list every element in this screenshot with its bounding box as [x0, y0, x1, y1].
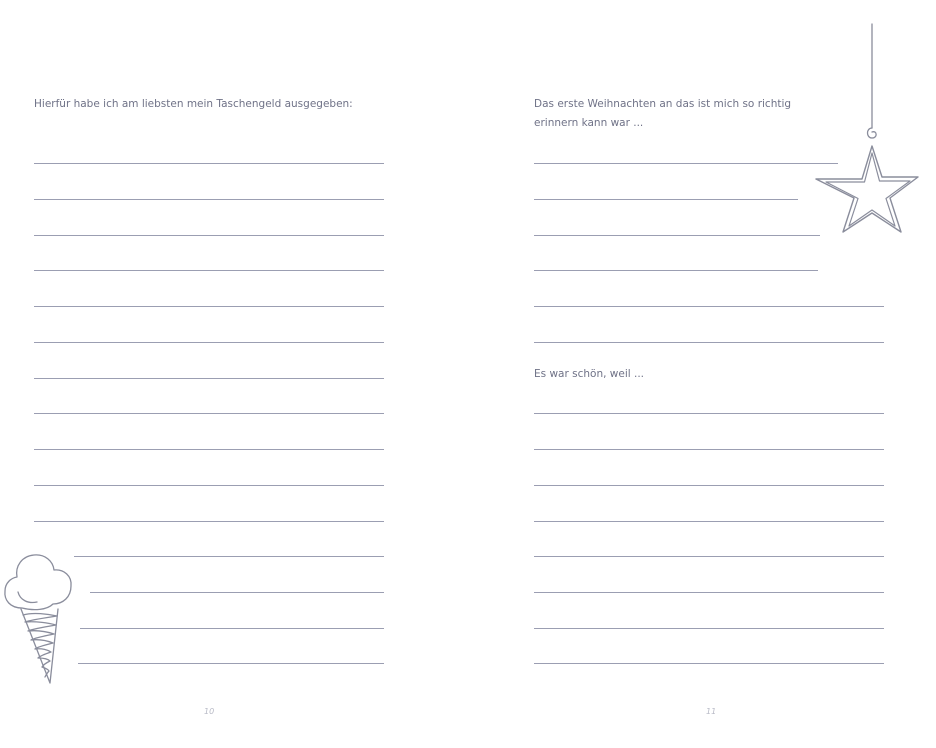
writing-line[interactable] [34, 413, 384, 414]
page-number: 11 [706, 707, 717, 716]
writing-line[interactable] [80, 628, 384, 629]
writing-line[interactable] [534, 556, 884, 557]
writing-line[interactable] [534, 342, 884, 343]
ice-cream-cone-icon [0, 544, 80, 690]
first-christmas-prompt-line2: erinnern kann war ... [534, 117, 644, 129]
writing-line[interactable] [34, 521, 384, 522]
hanging-star-icon [808, 22, 936, 260]
writing-line[interactable] [534, 163, 838, 164]
writing-line[interactable] [534, 306, 884, 307]
writing-line[interactable] [34, 270, 384, 271]
writing-line[interactable] [74, 556, 384, 557]
reason-prompt: Es war schön, weil ... [534, 368, 645, 380]
writing-line[interactable] [34, 378, 384, 379]
first-christmas-prompt-line1: Das erste Weihnachten an das ist mich so richtig [534, 98, 792, 110]
writing-line[interactable] [534, 199, 798, 200]
writing-line[interactable] [34, 485, 384, 486]
first-christmas-prompt [534, 95, 791, 133]
writing-line[interactable] [534, 485, 884, 486]
writing-line[interactable] [34, 449, 384, 450]
writing-line[interactable] [534, 628, 884, 629]
writing-line[interactable] [34, 235, 384, 236]
left-prompt: Hierfür habe ich am liebsten mein Taschengeld ausgegeben: [34, 98, 353, 110]
writing-line[interactable] [90, 592, 384, 593]
right-page [468, 0, 936, 748]
writing-line[interactable] [34, 306, 384, 307]
writing-line[interactable] [34, 163, 384, 164]
writing-line[interactable] [34, 199, 384, 200]
writing-line[interactable] [534, 270, 818, 271]
writing-line[interactable] [534, 449, 884, 450]
writing-line[interactable] [78, 663, 384, 664]
writing-line[interactable] [534, 413, 884, 414]
writing-line[interactable] [34, 342, 384, 343]
writing-line[interactable] [534, 592, 884, 593]
writing-line[interactable] [534, 235, 820, 236]
writing-line[interactable] [534, 521, 884, 522]
page-number: 10 [204, 707, 215, 716]
writing-line[interactable] [534, 663, 884, 664]
